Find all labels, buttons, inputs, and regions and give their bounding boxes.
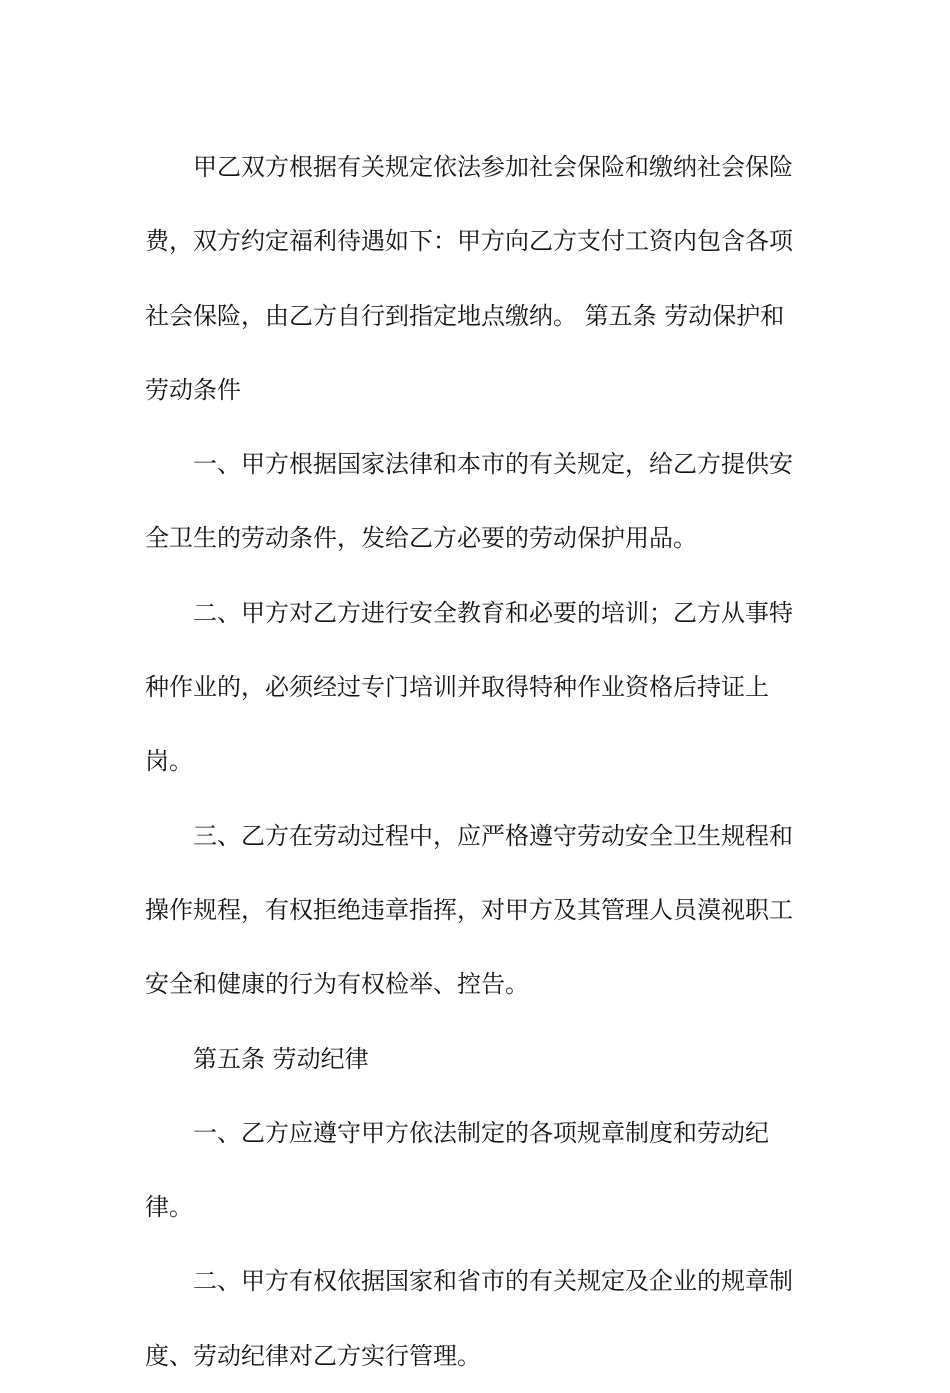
document-body [145,130,805,1393]
paragraph-management-rights: 二、甲方有权依据国家和省市的有关规定及企业的规章制度、劳动纪律对乙方实行管理。 [145,1267,793,1370]
paragraph-social-insurance: 甲乙双方根据有关规定依法参加社会保险和缴纳社会保险费，双方约定福利待遇如下：甲方向乙方支付工资内包含各项社会保险，由乙方自行到指定地点缴纳。 第五条 劳动保护和劳动条件 [145,153,793,404]
paragraph-safety-training: 二、甲方对乙方进行安全教育和必要的培训；乙方从事特种作业的，必须经过专门培训并取得特种作业资格后持证上岗。 [145,598,793,776]
paragraph-safety-conditions: 一、甲方根据国家法律和本市的有关规定，给乙方提供安全卫生的劳动条件，发给乙方必要的劳动保护用品。 [145,450,793,553]
paragraph-worker-rights: 三、乙方在劳动过程中，应严格遵守劳动安全卫生规程和操作规程，有权拒绝违章指挥，对甲方及其管理人员漠视职工安全和健康的行为有权检举、控告。 [145,821,793,999]
section-heading-labor-discipline: 第五条 劳动纪律 [193,1044,369,1073]
paragraph-follow-rules: 一、乙方应遵守甲方依法制定的各项规章制度和劳动纪律。 [145,1118,769,1222]
